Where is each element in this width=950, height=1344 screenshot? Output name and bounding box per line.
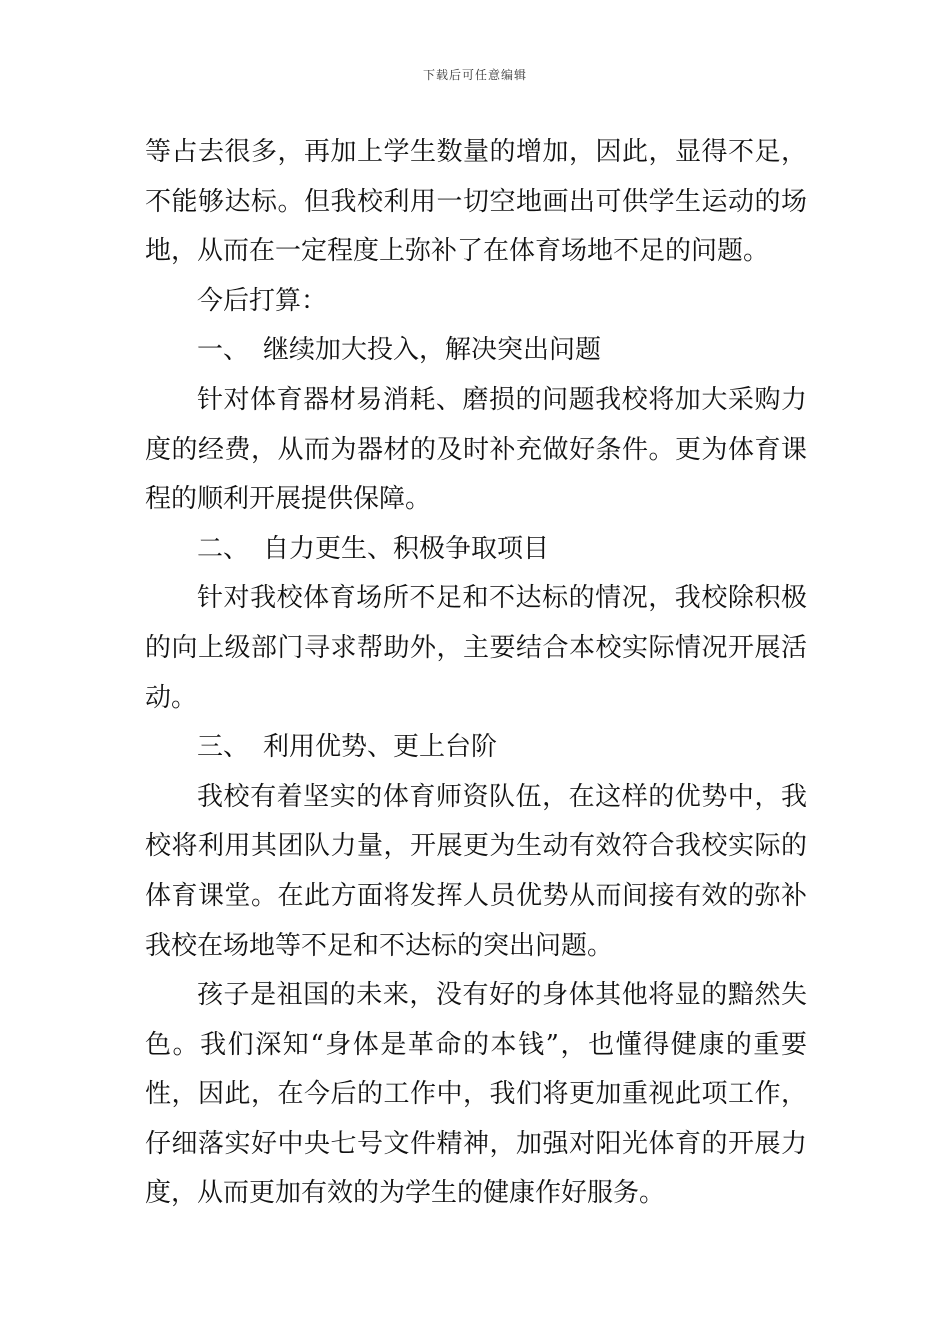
section-paragraph-2: 针对我校体育场所不足和不达标的情况，我校除积极的向上级部门寻求帮助外，主要结合本校实际情况开展活动。	[145, 583, 807, 713]
closing-paragraph: 孩子是祖国的未来，没有好的身体其他将显的黯然失色。我们深知“身体是革命的本钱”，也懂得健康的重要性，因此，在今后的工作中，我们将更加重视此项工作，仔细落实好中央七号文件精神，加强对阳光体育的开展力度，从而更加有效的为学生的健康作好服务。	[145, 980, 807, 1209]
section-paragraph-1: 针对体育器材易消耗、磨损的问题我校将加大采购力度的经费，从而为器材的及时补充做好条件。更为体育课程的顺利开展提供保障。	[145, 384, 807, 515]
section-heading-1	[145, 326, 807, 376]
section-heading-3	[145, 723, 807, 773]
section-title: 继续加大投入，解决突出问题	[263, 335, 602, 366]
section-number: 三、	[197, 732, 250, 763]
section-number: 一、	[197, 335, 250, 366]
section-paragraph-3: 我校有着坚实的体育师资队伍，在这样的优势中，我校将利用其团队力量，开展更为生动有效符合我校实际的体育课堂。在此方面将发挥人员优势从而间接有效的弥补我校在场地等不足和不达标的突出问题。	[145, 781, 807, 961]
plans-label: 今后打算：	[197, 285, 328, 316]
section-title: 自力更生、积极争取项目	[263, 533, 550, 564]
section-title: 利用优势、更上台阶	[263, 732, 498, 763]
document-body	[145, 128, 807, 1219]
section-heading-2	[145, 525, 807, 575]
section-number: 二、	[197, 533, 250, 564]
header-note: 下载后可任意编辑	[422, 68, 527, 82]
paragraph-continued: 等占去很多，再加上学生数量的增加，因此，显得不足，不能够达标。但我校利用一切空地画出可供学生运动的场地，从而在一定程度上弥补了在体育场地不足的问题。	[145, 137, 807, 267]
